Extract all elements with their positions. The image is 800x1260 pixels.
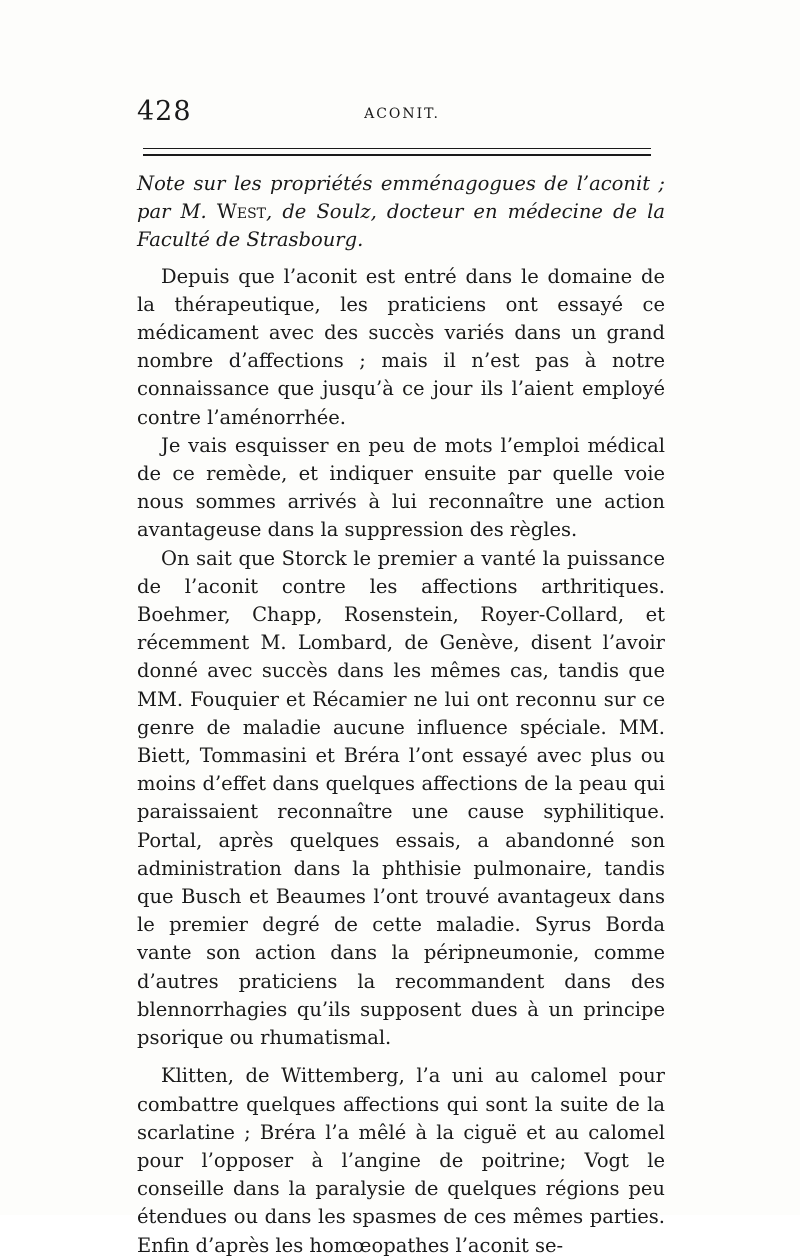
header-rule-thin xyxy=(143,148,651,149)
title-author: West xyxy=(216,200,267,224)
paragraph-4: Klitten, de Wittemberg, l’a uni au calomel pour combattre quelques affections qui sont la suite de la scarlatine ; Bréra l’a mêlé à la ciguë et au calomel pour l’opposer à l’angine de poitrine; Vogt le conseille dans la paralysie de quelques régions peu étendues ou dans les spasmes de ces mêmes parties. Enfin d’après les homœopathes l’aconit se- xyxy=(137,1064,665,1257)
paragraph-2: Je vais esquisser en peu de mots l’emploi médical de ce remède, et indiquer ensuite par quelle voie nous sommes arrivés à lui reconnaître une action avantageuse dans la suppression des règles. xyxy=(137,433,665,542)
article-title xyxy=(137,170,665,255)
page-header xyxy=(137,96,667,128)
paragraph-1: Depuis que l’aconit est entré dans le domaine de la thérapeutique, les praticiens ont essayé ce médicament avec des succès variés dans un grand nombre d’affections ; mais il n’est pas à notre connaissance que jusqu’à ce jour ils l’aient employé contre l’aménorrhée. xyxy=(137,264,665,429)
title-tail: , de Soulz, docteur en médecine de la Faculté de Strasbourg. xyxy=(137,200,666,252)
page-number: 428 xyxy=(137,96,192,127)
page-body xyxy=(137,170,665,1260)
running-head: ACONIT. xyxy=(364,106,440,122)
title-lead: Note sur les propriétés emménagogues de l’aconit ; par M. xyxy=(137,172,665,224)
paragraph-3: On sait que Storck le premier a vanté la puissance de l’aconit contre les affections arthritiques. Boehmer, Chapp, Rosenstein, Royer-Collard, et récemment M. Lombard, de Genève, disent l’avoir donné avec succès dans les mêmes cas, tandis que MM. Fouquier et Récamier ne lui ont reconnu sur ce genre de maladie aucune influence spéciale. MM. Biett, Tommasini et Bréra l’ont essayé avec plus ou moins d’effet dans quelques affections de la peau qui paraissaient reconnaître une cause syphilitique. Portal, après quelques essais, a abandonné son administration dans la phthisie pulmonaire, tandis que Busch et Beaumes l’ont trouvé avantageux dans le premier degré de cette maladie. Syrus Borda vante son action dans la péripneumonie, comme d’autres praticiens la recommandent dans des blennorrhagies qu’ils supposent dues à un principe psorique ou rhumatismal. xyxy=(137,546,665,1050)
header-rule-thick xyxy=(143,154,651,156)
